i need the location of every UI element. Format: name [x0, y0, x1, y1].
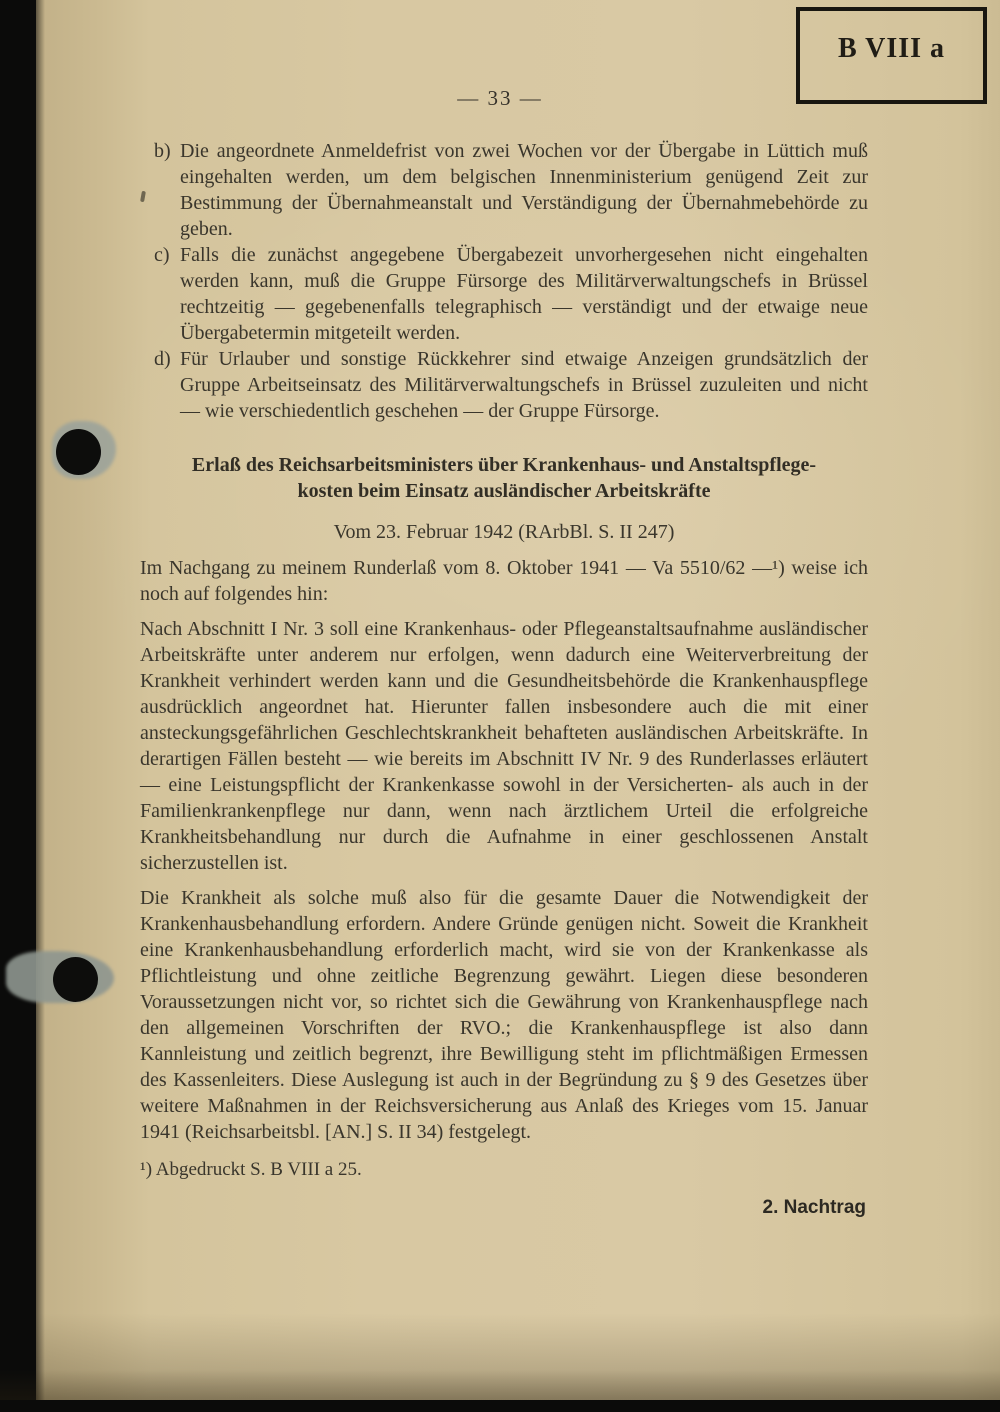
item-list: [140, 138, 868, 424]
scan-edge-bottom: [0, 1400, 1000, 1412]
paragraph-body-1: Nach Abschnitt I Nr. 3 soll eine Krankenhaus- oder Pflegeanstaltsaufnahme ausländischer Arbeitskräfte unter anderem nur erfolgen, wenn dadurch eine Weiterverbreitung der Krankheit verhindert werden kann und die Gesundheitsbehörde die Krankenhauspflege ausdrücklich angeordnet hat. Hierunter fallen insbesondere auch die mit einer ansteckungsgefährlichen Geschlechtskrankheit behafteten ausländischen Arbeitskräfte. In derartigen Fällen besteht — wie bereits im Abschnitt IV Nr. 9 des Runderlasses erläutert — eine Leistungspflicht der Krankenkasse sowohl in der Versicherten- als auch in der Familienkrankenpflege nur dann, wenn nach ärztlichem Urteil die erfolgreiche Krankheitsbehandlung nur durch die Aufnahme in einer geschlossenen Anstalt sicherzustellen ist.: [140, 618, 868, 874]
hole-punch-top: [56, 429, 101, 475]
hole-punch-bottom: [53, 957, 98, 1002]
list-item-d: [140, 346, 868, 424]
classification-label: B VIII a: [837, 32, 946, 64]
list-item-d-text: Für Urlauber und sonstige Rückkehrer sind etwaige Anzeigen grundsätzlich der Gruppe Arbeitseinsatz des Militärverwaltungschefs in Brüssel zuzuleiten und nicht — wie verschiedentlich geschehen — der Gruppe Fürsorge.: [180, 348, 868, 422]
footnote: ¹) Abgedruckt S. B VIII a 25.: [140, 1159, 362, 1180]
page-number: — 33 —: [457, 86, 543, 110]
scan-edge-left-shadow: [36, 0, 45, 1412]
list-item-b-text: Die angeordnete Anmeldefrist von zwei Wochen vor der Übergabe in Lüttich muß eingehalten werden, um dem belgischen Innenministerium genügend Zeit zur Bestimmung der Übernahmeanstalt und Verständigung der Übernahmebehörde zu geben.: [180, 140, 868, 240]
scan-edge-bottom-shadow: [0, 1370, 1000, 1400]
list-item-c: [140, 242, 868, 346]
decree-date-line: Vom 23. Februar 1942 (RArbBl. S. II 247): [333, 521, 675, 543]
decree-title: [140, 452, 868, 504]
scan-edge-left: [0, 0, 36, 1412]
list-item-b-marker: b): [154, 140, 171, 162]
list-item-c-text: Falls die zunächst angegebene Übergabezeit unvorhergesehen nicht eingehalten werden kann, muß die Gruppe Fürsorge des Militärverwaltungschefs in Brüssel rechtzeitig — gegebenenfalls telegraphisch — verständigt und der etwaige neue Übergabetermin mitgeteilt werden.: [180, 244, 868, 344]
paragraph-body-2: Die Krankheit als solche muß also für die gesamte Dauer die Notwendigkeit der Krankenhausbehandlung erfordern. Andere Gründe genügen nicht. Soweit die Krankheit eine Krankenhausbehandlung erforderlich macht, wird sie von der Krankenkasse als Pflichtleistung und ohne zeitliche Begrenzung gewährt. Liegen diese besonderen Voraussetzungen nicht vor, so richtet sich die Gewährung von Krankenhauspflege nach den allgemeinen Vorschriften der RVO.; die Krankenhauspflege ist also dann Kannleistung und zeitlich begrenzt, ihre Bewilligung steht im pflichtmäßigen Ermessen des Kassenleiters. Diese Auslegung ist auch in der Begründung zu § 9 des Gesetzes über weitere Maßnahmen in der Reichsversicherung aus Anlaß des Krieges vom 15. Januar 1941 (Reichsarbeitsbl. [AN.] S. II 34) festgelegt.: [140, 887, 868, 1143]
paragraph-intro: Im Nachgang zu meinem Runderlaß vom 8. Oktober 1941 — Va 5510/62 —¹) weise ich noch auf folgendes hin:: [140, 557, 868, 605]
list-item-c-marker: c): [154, 244, 170, 266]
supplement-label: 2. Nachtrag: [762, 1197, 866, 1218]
decree-title-line-1: Erlaß des Reichsarbeitsministers über Krankenhaus- und Anstaltspflege-: [191, 454, 817, 476]
document-content: [140, 138, 868, 1221]
list-item-b: [140, 138, 868, 242]
list-item-d-marker: d): [154, 348, 171, 370]
decree-title-line-2: kosten beim Einsatz ausländischer Arbeitskräfte: [297, 480, 711, 502]
